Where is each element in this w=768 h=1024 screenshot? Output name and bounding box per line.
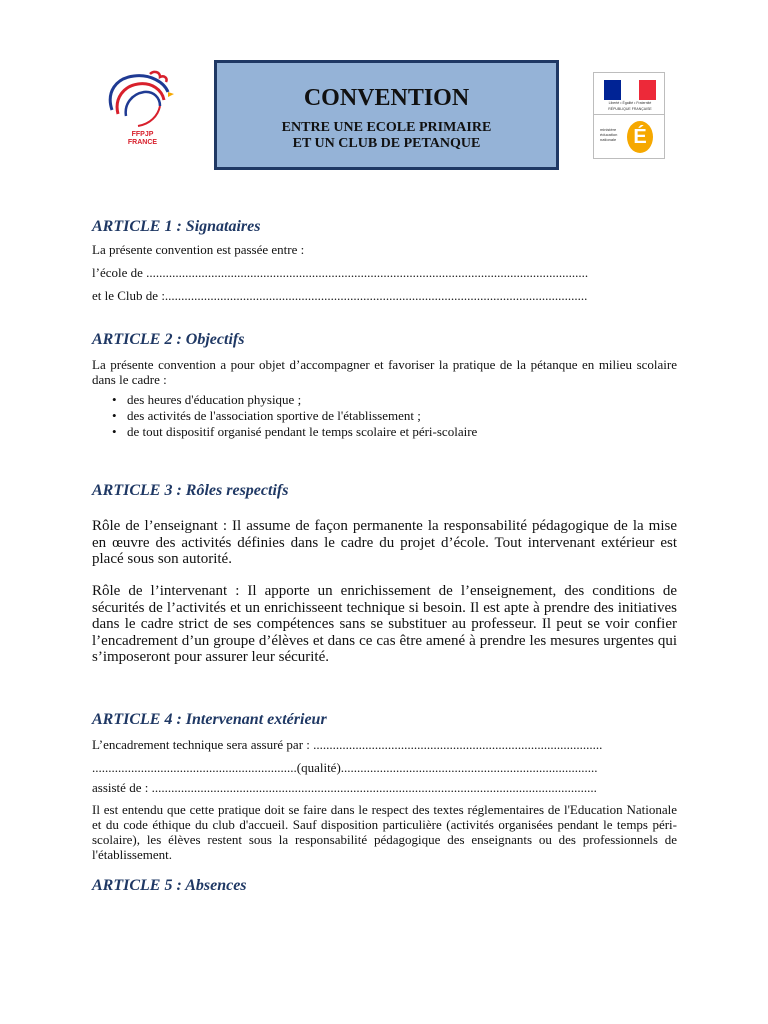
- title-box: [214, 60, 559, 170]
- document-subtitle-line-1: ENTRE UNE ECOLE PRIMAIRE: [281, 120, 492, 135]
- article-2-heading: ARTICLE 2 : Objectifs: [92, 331, 245, 348]
- ministry-name: ministère éducation nationale: [600, 127, 618, 142]
- article-4-heading: ARTICLE 4 : Intervenant extérieur: [92, 711, 327, 728]
- objective-item: • de tout dispositif organisé pendant le temps scolaire et péri-scolaire: [127, 424, 477, 440]
- article-2-intro: La présente convention a pour objet d’accompagner et favoriser la pratique de la pétanque en milieu scolaire dans le cadre :: [92, 357, 677, 387]
- club-name-line: et le Club de :..................................................................................................................................: [92, 288, 588, 303]
- ffpjp-logo-text: FFPJP FRANCE: [127, 131, 158, 146]
- article-5-heading: ARTICLE 5 : Absences: [92, 877, 247, 894]
- quality-line: ...............................................................(qualité)...............................................................................: [92, 760, 598, 775]
- article-1-intro: La présente convention est passée entre :: [92, 242, 305, 257]
- school-name-line: l’école de ........................................................................................................................................: [92, 265, 589, 280]
- republique-motto: Liberté • Égalité • Fraternité: [608, 101, 652, 105]
- french-flag-icon: [604, 80, 656, 100]
- teacher-role-paragraph: Rôle de l’enseignant : Il assume de façon permanente la responsabilité pédagogique de la mise en œuvre des activités définies dans le cadre du projet d’école. Tout intervenant extérieur est placé sous son autorité.: [92, 518, 677, 567]
- ministry-education-logo: [593, 115, 665, 159]
- article-1-heading: ARTICLE 1 : Signataires: [92, 218, 261, 235]
- assisted-by-line: assisté de : .........................................................................................................................................: [92, 780, 597, 795]
- objectives-list: [127, 392, 477, 440]
- technical-supervisor-line: L’encadrement technique sera assuré par : .........................................................................................: [92, 737, 603, 752]
- article-3-heading: ARTICLE 3 : Rôles respectifs: [92, 482, 289, 499]
- instructor-role-paragraph: Rôle de l’intervenant : Il apporte un enrichissement de l’enseignement, des conditions de sécurités de l’activités et un enrichisseent technique si besoin. Il est apte à prendre des initiatives dans le cadre strict de ses compétences sans se substituer au professeur. Il peut se voir confier l’encadrement d’un groupe d’élèves et dans ce cas être amené à prendre les mesures urgentes qui s’imposeront pour assurer leur sécurité.: [92, 583, 677, 665]
- ministry-e-icon: É: [627, 121, 653, 153]
- objective-item: • des heures d'éducation physique ;: [127, 392, 477, 408]
- article-4-body: Il est entendu que cette pratique doit se faire dans le respect des textes réglementaires de l'Education Nationale et du code éthique du club d'accueil. Sauf disposition particulière (activités organisées pendant le temps péri-scolaire), les élèves restent sous la responsabilité pédagogique des enseignants ou des professionnels de l'établissement.: [92, 802, 677, 862]
- rooster-icon: [100, 70, 180, 132]
- ffpjp-rooster-logo: [100, 70, 180, 156]
- republique-francaise-logo: [593, 72, 665, 115]
- document-subtitle-line-2: ET UN CLUB DE PETANQUE: [292, 136, 481, 151]
- document-title: CONVENTION: [303, 85, 470, 111]
- objective-item: • des activités de l'association sportive de l'établissement ;: [127, 408, 477, 424]
- republique-name: RÉPUBLIQUE FRANÇAISE: [608, 107, 652, 111]
